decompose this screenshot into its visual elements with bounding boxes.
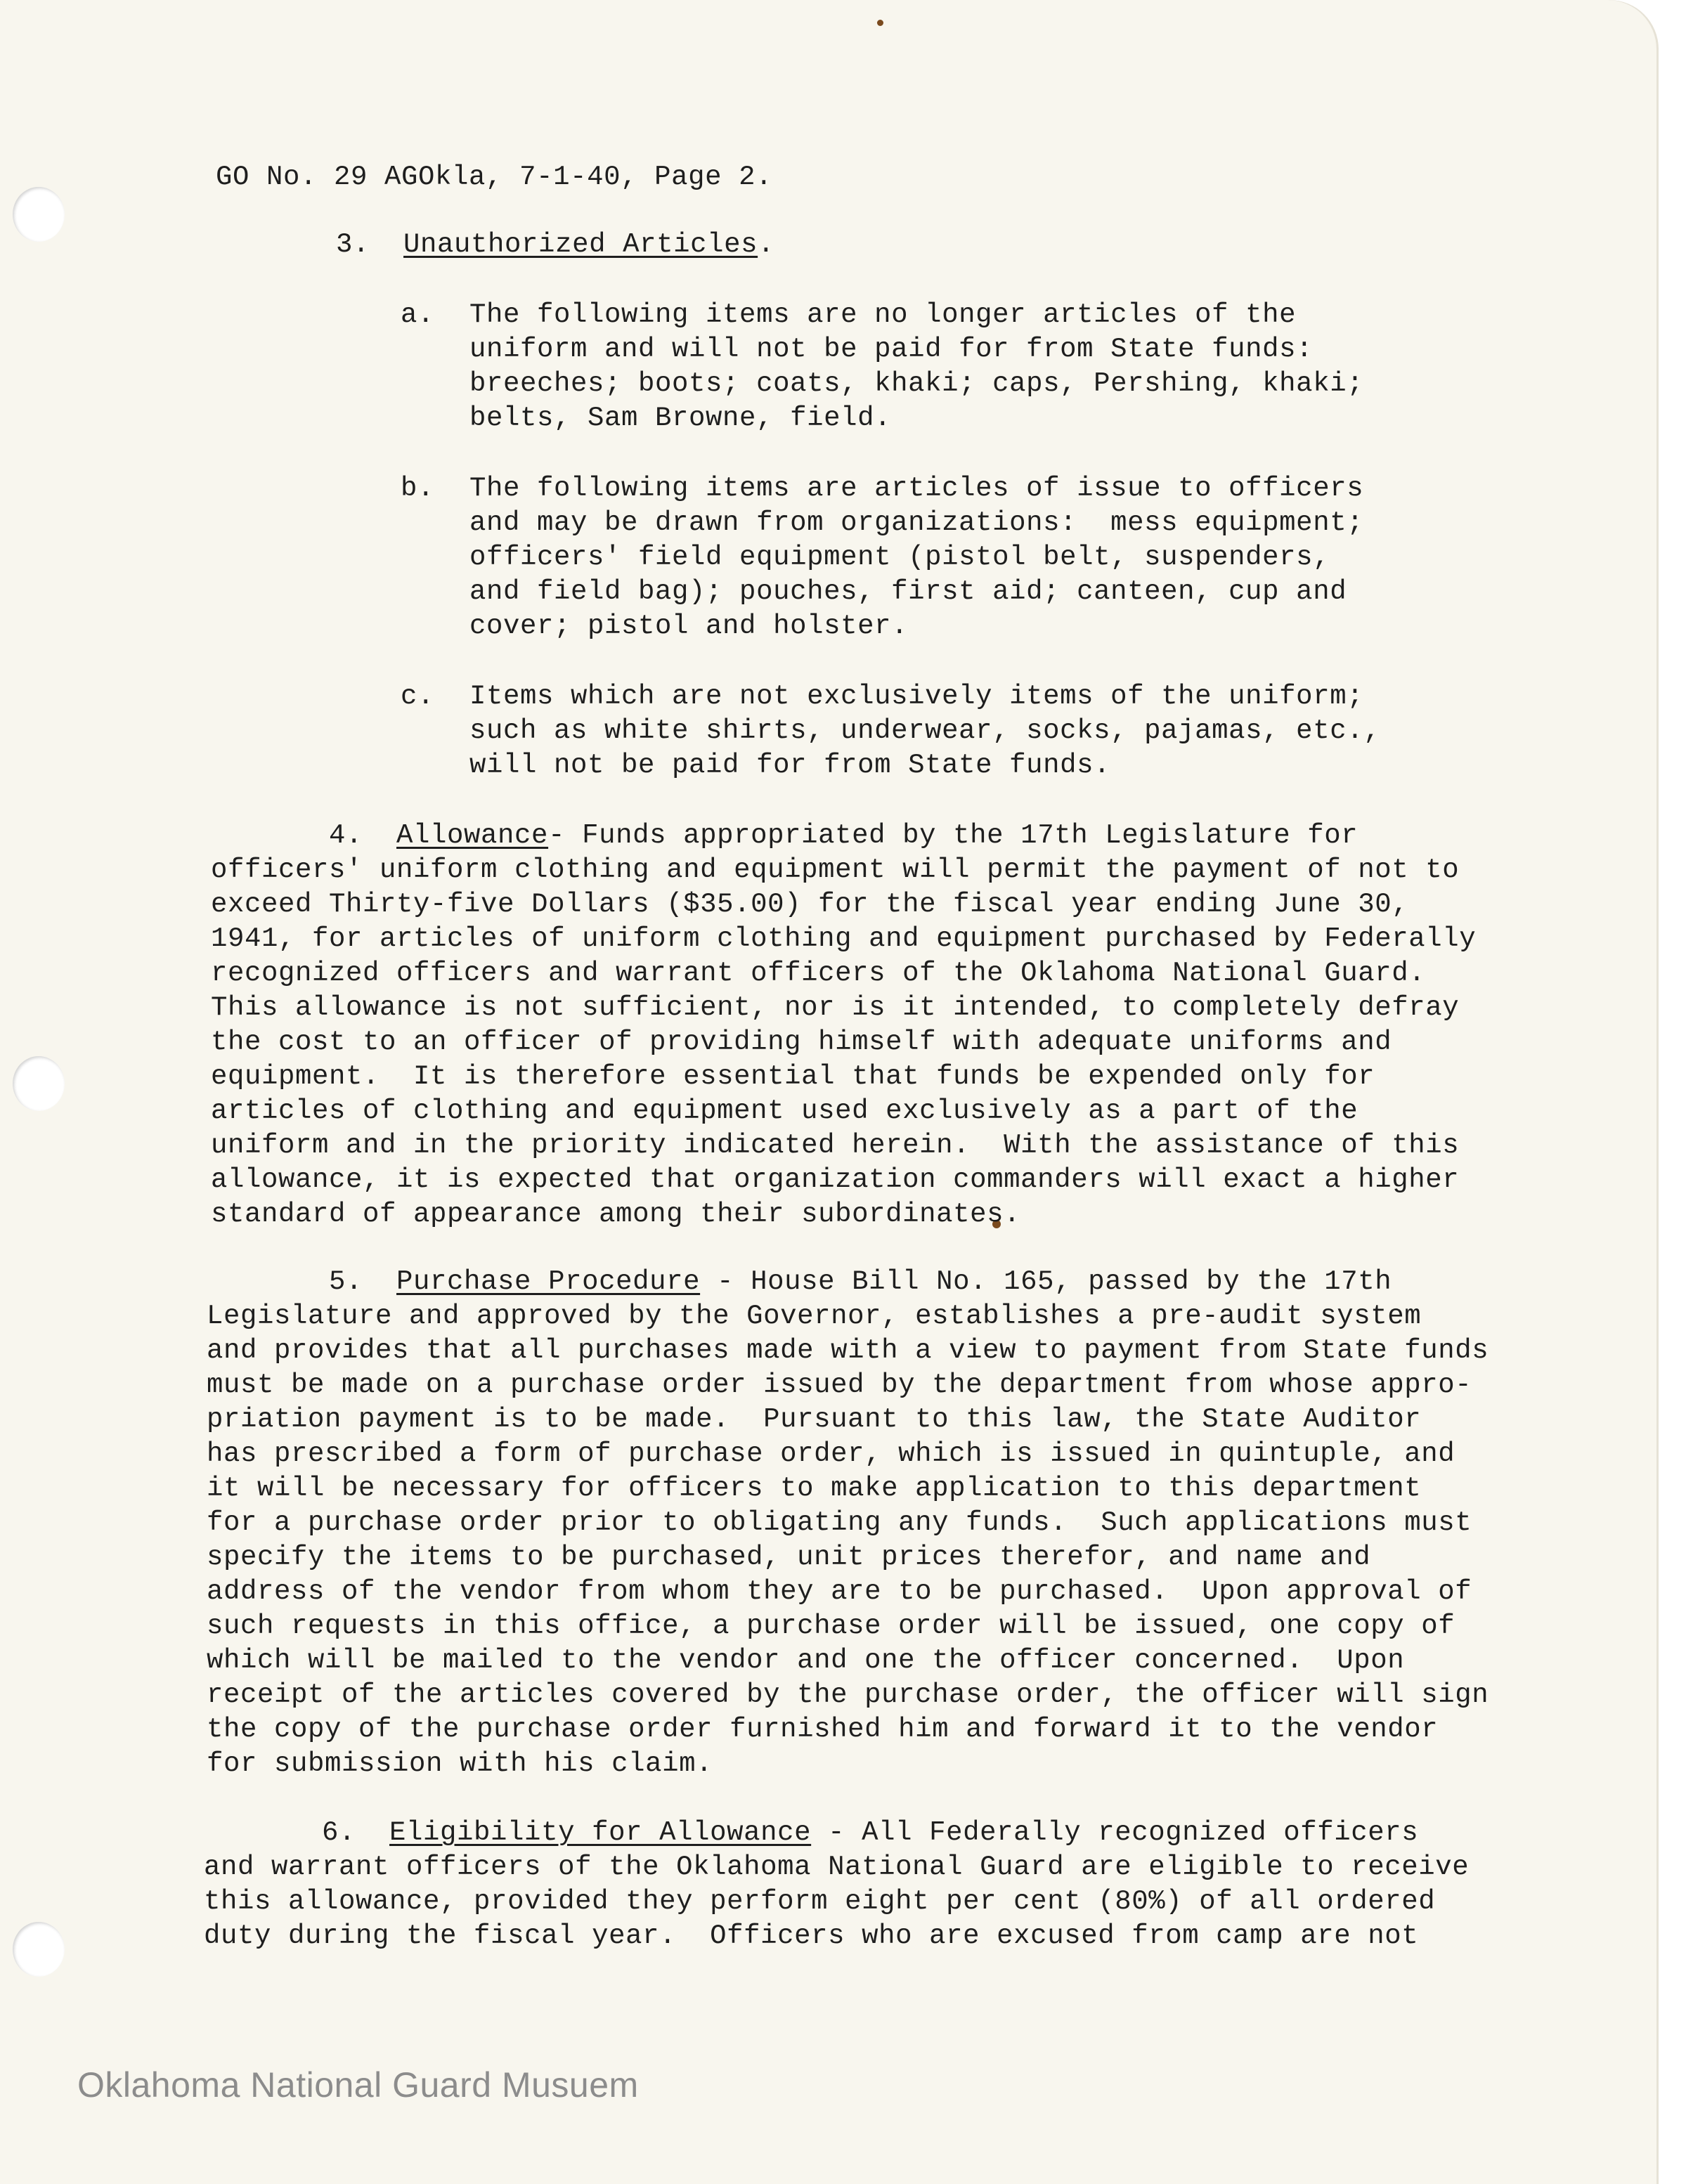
section-6-line: and warrant officers of the Oklahoma National Guard are eligible to receive bbox=[204, 1852, 1470, 1883]
section-5-line: must be made on a purchase order issued by the department from whose appro- bbox=[207, 1370, 1472, 1400]
section-4-line: This allowance is not sufficient, nor is it intended, to completely defray bbox=[211, 992, 1460, 1023]
section-number: 5. bbox=[329, 1266, 363, 1297]
punch-hole-bottom bbox=[13, 1922, 65, 1977]
watermark: Oklahoma National Guard Musuem bbox=[77, 2065, 639, 2105]
stain-speck bbox=[877, 20, 883, 26]
section-5-first-line bbox=[329, 1265, 1392, 1299]
section-6-line: duty during the fiscal year. Officers who are excused from camp are not bbox=[204, 1920, 1419, 1951]
section-title: Purchase Procedure bbox=[396, 1266, 701, 1297]
section-6-line: this allowance, provided they perform eight per cent (80%) of all ordered bbox=[204, 1886, 1436, 1917]
section-5-line: such requests in this office, a purchase order will be issued, one copy of bbox=[207, 1611, 1455, 1642]
item-c-line: such as white shirts, underwear, socks, pajamas, etc., bbox=[469, 715, 1381, 746]
section-number: 4. bbox=[329, 820, 363, 851]
punch-hole-top bbox=[13, 187, 65, 242]
section-5-line: specify the items to be purchased, unit prices therefor, and name and bbox=[207, 1542, 1371, 1573]
item-a-line: belts, Sam Browne, field. bbox=[469, 403, 892, 434]
item-a-line: breeches; boots; coats, khaki; caps, Pershing, khaki; bbox=[469, 368, 1364, 399]
section-title-period: . bbox=[758, 229, 775, 260]
section-4-line: equipment. It is therefore essential that funds be expended only for bbox=[211, 1061, 1375, 1092]
section-3-heading bbox=[336, 228, 774, 262]
section-text: - All Federally recognized officers bbox=[811, 1817, 1419, 1848]
section-5-line: for a purchase order prior to obligating any funds. Such applications must bbox=[207, 1507, 1472, 1538]
punch-hole-middle bbox=[13, 1056, 65, 1111]
section-5-line: which will be mailed to the vendor and one the officer concerned. Upon bbox=[207, 1645, 1405, 1676]
item-a-label: a. bbox=[401, 299, 435, 330]
item-b-line: cover; pistol and holster. bbox=[469, 611, 909, 642]
section-title: Unauthorized Articles bbox=[403, 229, 758, 260]
section-text: - Funds appropriated by the 17th Legislature for bbox=[548, 820, 1358, 851]
item-c-line: will not be paid for from State funds. bbox=[469, 750, 1111, 781]
section-4-line: articles of clothing and equipment used exclusively as a part of the bbox=[211, 1096, 1358, 1126]
section-5-line: the copy of the purchase order furnished him and forward it to the vendor bbox=[207, 1714, 1439, 1745]
section-5-line: and provides that all purchases made with a view to payment from State funds bbox=[207, 1335, 1489, 1366]
section-4-line: 1941, for articles of uniform clothing and equipment purchased by Federally bbox=[211, 923, 1477, 954]
section-number: 6. bbox=[322, 1817, 356, 1848]
section-4-line: officers' uniform clothing and equipment will permit the payment of not to bbox=[211, 854, 1460, 885]
section-4-line: recognized officers and warrant officers of the Oklahoma National Guard. bbox=[211, 958, 1426, 989]
section-4-first-line bbox=[329, 819, 1358, 853]
item-a-line: The following items are no longer articles of the bbox=[469, 299, 1297, 330]
section-6-first-line bbox=[322, 1816, 1418, 1850]
section-4-line: the cost to an officer of providing himself with adequate uniforms and bbox=[211, 1027, 1392, 1058]
document-header: GO No. 29 AGOkla, 7-1-40, Page 2. bbox=[216, 162, 773, 193]
section-4-line: standard of appearance among their subordinates. bbox=[211, 1199, 1021, 1230]
item-b-line: The following items are articles of issue to officers bbox=[469, 473, 1364, 504]
item-b-label: b. bbox=[401, 473, 435, 504]
section-title: Allowance bbox=[396, 820, 549, 851]
item-c-line: Items which are not exclusively items of the uniform; bbox=[469, 681, 1364, 712]
section-4-line: exceed Thirty-five Dollars ($35.00) for the fiscal year ending June 30, bbox=[211, 889, 1409, 920]
section-5-line: it will be necessary for officers to make application to this department bbox=[207, 1473, 1422, 1504]
section-text: - House Bill No. 165, passed by the 17th bbox=[700, 1266, 1392, 1297]
item-a-line: uniform and will not be paid for from State funds: bbox=[469, 334, 1314, 365]
section-number: 3. bbox=[336, 229, 370, 260]
section-5-line: has prescribed a form of purchase order, which is issued in quintuple, and bbox=[207, 1438, 1455, 1469]
section-4-line: allowance, it is expected that organization commanders will exact a higher bbox=[211, 1164, 1460, 1195]
section-5-line: priation payment is to be made. Pursuant to this law, the State Auditor bbox=[207, 1404, 1422, 1435]
page-margin bbox=[1659, 0, 1686, 2184]
item-c-label: c. bbox=[401, 681, 435, 712]
section-4-line: uniform and in the priority indicated herein. With the assistance of this bbox=[211, 1130, 1460, 1161]
section-5-line: Legislature and approved by the Governor, establishes a pre-audit system bbox=[207, 1301, 1422, 1332]
section-5-line: receipt of the articles covered by the purchase order, the officer will sign bbox=[207, 1679, 1489, 1710]
item-b-line: officers' field equipment (pistol belt, suspenders, bbox=[469, 542, 1330, 573]
section-5-line: for submission with his claim. bbox=[207, 1748, 713, 1779]
section-5-line: address of the vendor from whom they are to be purchased. Upon approval of bbox=[207, 1576, 1472, 1607]
item-b-line: and may be drawn from organizations: mess equipment; bbox=[469, 507, 1364, 538]
section-title: Eligibility for Allowance bbox=[389, 1817, 812, 1848]
item-b-line: and field bag); pouches, first aid; canteen, cup and bbox=[469, 576, 1347, 607]
